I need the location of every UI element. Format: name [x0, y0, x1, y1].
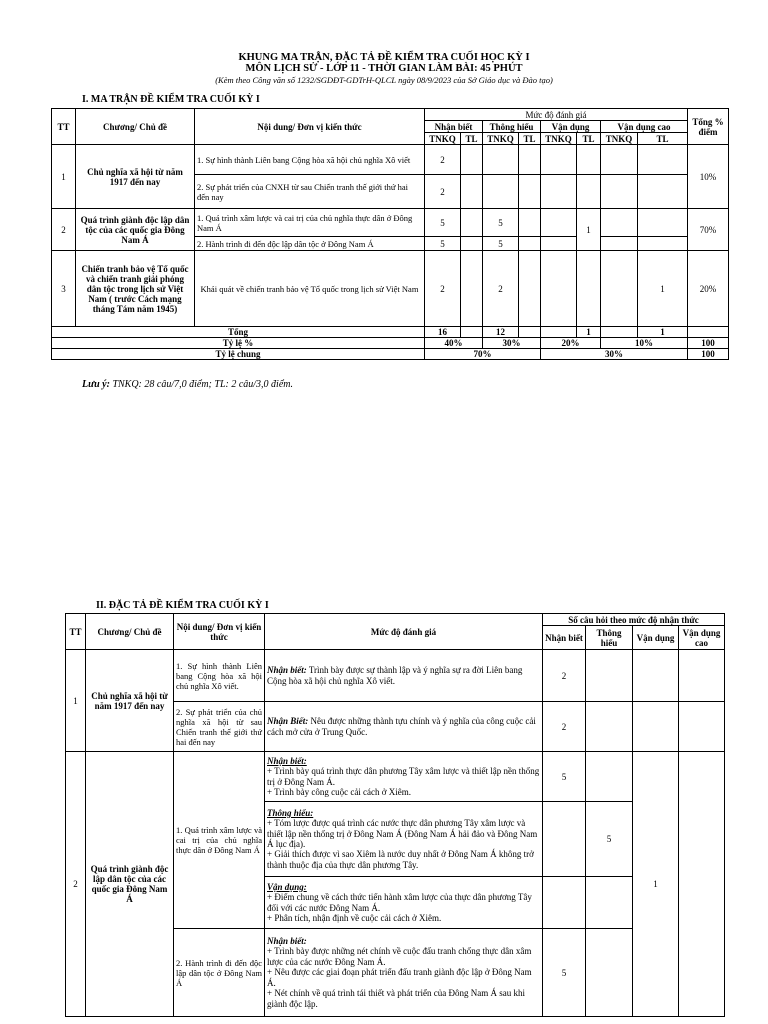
- section2-title: II. ĐẶC TẢ ĐỀ KIỂM TRA CUỐI KỲ I: [96, 600, 269, 611]
- cell-nb: 5: [543, 929, 586, 1017]
- level-label: Nhận biết:: [267, 936, 307, 947]
- table-row: [52, 145, 729, 175]
- th-total: Tổng % điểm: [688, 109, 729, 145]
- row-total: 10%: [688, 145, 729, 209]
- section1-title: I. MA TRẬN ĐỀ KIỂM TRA CUỐI KỲ I: [82, 94, 260, 105]
- th-topic: Chương/ Chủ đề: [86, 614, 174, 650]
- table-row: [52, 209, 729, 237]
- th-tt: TT: [66, 614, 86, 650]
- row-content: 1. Sự hình thành Liên bang Cộng hòa xã hội chủ nghĩa Xô viết: [195, 145, 425, 175]
- common-row: [52, 349, 729, 360]
- row-total: 70%: [688, 209, 729, 251]
- th-tl: TL: [577, 133, 601, 145]
- cell-th: 5: [483, 209, 519, 237]
- row-content: 2. Sự phát triển của CNXH từ sau Chiến tranh thế giới thứ hai đến nay: [195, 175, 425, 209]
- th-tnkq: TNKQ: [483, 133, 519, 145]
- th-nb: Nhận biết: [425, 121, 483, 133]
- level-label: Thông hiểu:: [267, 807, 314, 818]
- row-level: [265, 650, 543, 702]
- cell-nb: 5: [425, 237, 461, 251]
- th-vd: Vận dụng: [541, 121, 601, 133]
- row-content: Khái quát về chiến tranh bảo vệ Tổ quốc trong lịch sử Việt Nam: [195, 251, 425, 327]
- cell-nb: 5: [543, 752, 586, 802]
- row-topic: Quá trình giành độc lập dân tộc của các quốc gia Đông Nam Á: [76, 209, 195, 251]
- level-text: + Điểm chung về cách thức tiến hành xâm lược của thực dân phương Tây đối với các nước Đông Nam Á.: [267, 892, 532, 913]
- ratio-label: Tỷ lệ %: [52, 338, 425, 349]
- sum-th: 12: [483, 327, 519, 338]
- row-content: 1. Sự hình thành Liên bang Cộng hòa xã hội chủ nghĩa Xô viết.: [174, 650, 265, 702]
- cell-th: 5: [586, 802, 633, 877]
- level-text: + Giải thích được vì sao Xiêm là nước duy nhất ở Đông Nam Á không trở thành thuộc địa của thực dân phương Tây.: [267, 849, 534, 870]
- doc-title-line1: KHUNG MA TRẬN, ĐẶC TẢ ĐỀ KIỂM TRA CUỐI HỌC KỲ I: [238, 52, 530, 63]
- th-tl: TL: [638, 133, 688, 145]
- cell-vdc-tl: 1: [638, 251, 688, 327]
- th-level: Mức độ đánh giá: [265, 614, 543, 650]
- row-topic: Chiến tranh bảo vệ Tổ quốc và chiến tranh giải phóng dân tộc trong lịch sử Việt Nam ( trước Cách mạng tháng Tám năm 1945): [76, 251, 195, 327]
- row-content: 1. Quá trình xâm lược và cai trị của chủ nghĩa thực dân ở Đông Nam Á: [195, 209, 425, 237]
- level-label: Nhận biết:: [267, 665, 307, 676]
- level-text: + Trình bày được những nét chính về cuộc đấu tranh chống thực dân xâm lược của các nước Đông Nam Á.: [267, 946, 532, 967]
- row-tt: 2: [66, 752, 86, 1017]
- row-level: [265, 752, 543, 802]
- th-vd: Vận dụng: [633, 626, 679, 650]
- cell-th: 2: [483, 251, 519, 327]
- th-th: Thông hiểu: [483, 121, 541, 133]
- ratio-nb: 40%: [425, 338, 483, 349]
- row-level: [265, 702, 543, 752]
- cell-nb: 2: [425, 251, 461, 327]
- sum-label: Tổng: [52, 327, 425, 338]
- sum-nb: 16: [425, 327, 461, 338]
- row-tt: 1: [66, 650, 86, 752]
- th-content: Nội dung/ Đơn vị kiến thức: [174, 614, 265, 650]
- level-label: Nhận Biết:: [267, 716, 309, 727]
- doc-title-line2: MÔN LỊCH SỬ - LỚP 11 - THỜI GIAN LÀM BÀI: 45 PHÚT: [245, 63, 523, 74]
- row-total: 20%: [688, 251, 729, 327]
- common-total: 100: [688, 349, 729, 360]
- level-text: + Tóm lược được quá trình các nước thực dân phương Tây xâm lược và thiết lập nền thống trị ở Đông Nam Á (Đông Nam Á hải đảo và Đông Nam Á lục địa).: [267, 818, 538, 849]
- cell-th: 5: [483, 237, 519, 251]
- level-text: + Trình bày công cuộc cải cách ở Xiêm.: [267, 786, 412, 797]
- table-row: [52, 251, 729, 327]
- sum-row: [52, 327, 729, 338]
- row-tt: 2: [52, 209, 76, 251]
- th-th: Thông hiểu: [586, 626, 633, 650]
- row-level: [265, 929, 543, 1017]
- common-b: 30%: [541, 349, 688, 360]
- level-text: Trình bày được sự thành lập và ý nghĩa sự ra đời Liên bang Cộng hòa xã hội chủ nghĩa Xô viết.: [267, 665, 523, 686]
- row-content: 2. Sự phát triển của chủ nghĩa xã hội từ sau Chiến tranh thế giới thứ hai đến nay: [174, 702, 265, 752]
- level-label: Vận dụng:: [267, 881, 307, 892]
- th-count: Số câu hỏi theo mức độ nhận thức: [543, 614, 725, 626]
- doc-subtitle: (Kèm theo Công văn số 1232/SGDĐT-GDTrH-QLCL ngày 08/9/2023 của Sở Giáo dục và Đào tạo): [215, 75, 553, 85]
- th-levels: Mức độ đánh giá: [425, 109, 688, 121]
- th-vdc: Vận dụng cao: [679, 626, 725, 650]
- level-text: + Nét chính về quá trình tái thiết và phát triển của Đông Nam Á sau khi giành độc lập.: [267, 988, 526, 1009]
- row-topic: Chủ nghĩa xã hội từ năm 1917 đến nay: [76, 145, 195, 209]
- row-topic: Quá trình giành độc lập dân tộc của các quốc gia Đông Nam Á: [86, 752, 174, 1017]
- spec-table: [65, 613, 725, 1017]
- level-label: Nhận biết:: [267, 755, 307, 766]
- level-text: Nêu được những thành tựu chính và ý nghĩa của công cuộc cải cách mở cửa ở Trung Quốc.: [267, 716, 536, 737]
- row-content: 2. Hành trình đi đến độc lập dân tộc ở Đông Nam Á: [195, 237, 425, 251]
- table-row: [66, 752, 725, 802]
- sum-vd: 1: [577, 327, 601, 338]
- common-label: Tỷ lệ chung: [52, 349, 425, 360]
- common-a: 70%: [425, 349, 541, 360]
- cell-nb: 2: [543, 650, 586, 702]
- cell-nb: 2: [543, 702, 586, 752]
- note: [82, 379, 293, 390]
- level-text: + Trình bày quá trình thực dân phương Tây xâm lược và thiết lập nền thống trị ở Đông Nam Á.: [267, 766, 540, 787]
- th-tl: TL: [519, 133, 541, 145]
- row-content: 1. Quá trình xâm lược và cai trị của chủ nghĩa thực dân ở Đông Nam Á: [174, 752, 265, 929]
- cell-nb: 2: [425, 145, 461, 175]
- note-label: Lưu ý:: [82, 379, 110, 390]
- th-content: Nội dung/ Đơn vị kiến thức: [195, 109, 425, 145]
- ratio-th: 30%: [483, 338, 541, 349]
- level-text: + Phân tích, nhận định về cuộc cải cách ở Xiêm.: [267, 912, 442, 923]
- ratio-vd: 20%: [541, 338, 601, 349]
- th-nb: Nhận biết: [543, 626, 586, 650]
- row-content: 2. Hành trình đi đến độc lập dân tộc ở Đông Nam Á: [174, 929, 265, 1017]
- sum-vdc: 1: [638, 327, 688, 338]
- th-tnkq: TNKQ: [541, 133, 577, 145]
- matrix-table: [51, 108, 729, 360]
- th-topic: Chương/ Chủ đề: [76, 109, 195, 145]
- th-tnkq: TNKQ: [601, 133, 638, 145]
- ratio-row: [52, 338, 729, 349]
- ratio-vdc: 10%: [601, 338, 688, 349]
- row-level: [265, 877, 543, 929]
- note-text: TNKQ: 28 câu/7,0 điểm; TL: 2 câu/3,0 điểm.: [109, 379, 293, 390]
- row-level: [265, 802, 543, 877]
- cell-vd: 1: [633, 752, 679, 1017]
- row-tt: 3: [52, 251, 76, 327]
- row-topic: Chủ nghĩa xã hội từ năm 1917 đến nay: [86, 650, 174, 752]
- cell-nb: 2: [425, 175, 461, 209]
- row-tt: 1: [52, 145, 76, 209]
- table-row: [66, 650, 725, 702]
- th-tl: TL: [461, 133, 483, 145]
- cell-nb: 5: [425, 209, 461, 237]
- cell-vd-tl: 1: [577, 209, 601, 251]
- level-text: + Nêu được các giai đoạn phát triển đấu tranh giành độc lập ở Đông Nam Á.: [267, 967, 532, 988]
- ratio-total: 100: [688, 338, 729, 349]
- th-tnkq: TNKQ: [425, 133, 461, 145]
- th-vdc: Vận dụng cao: [601, 121, 688, 133]
- th-tt: TT: [52, 109, 76, 145]
